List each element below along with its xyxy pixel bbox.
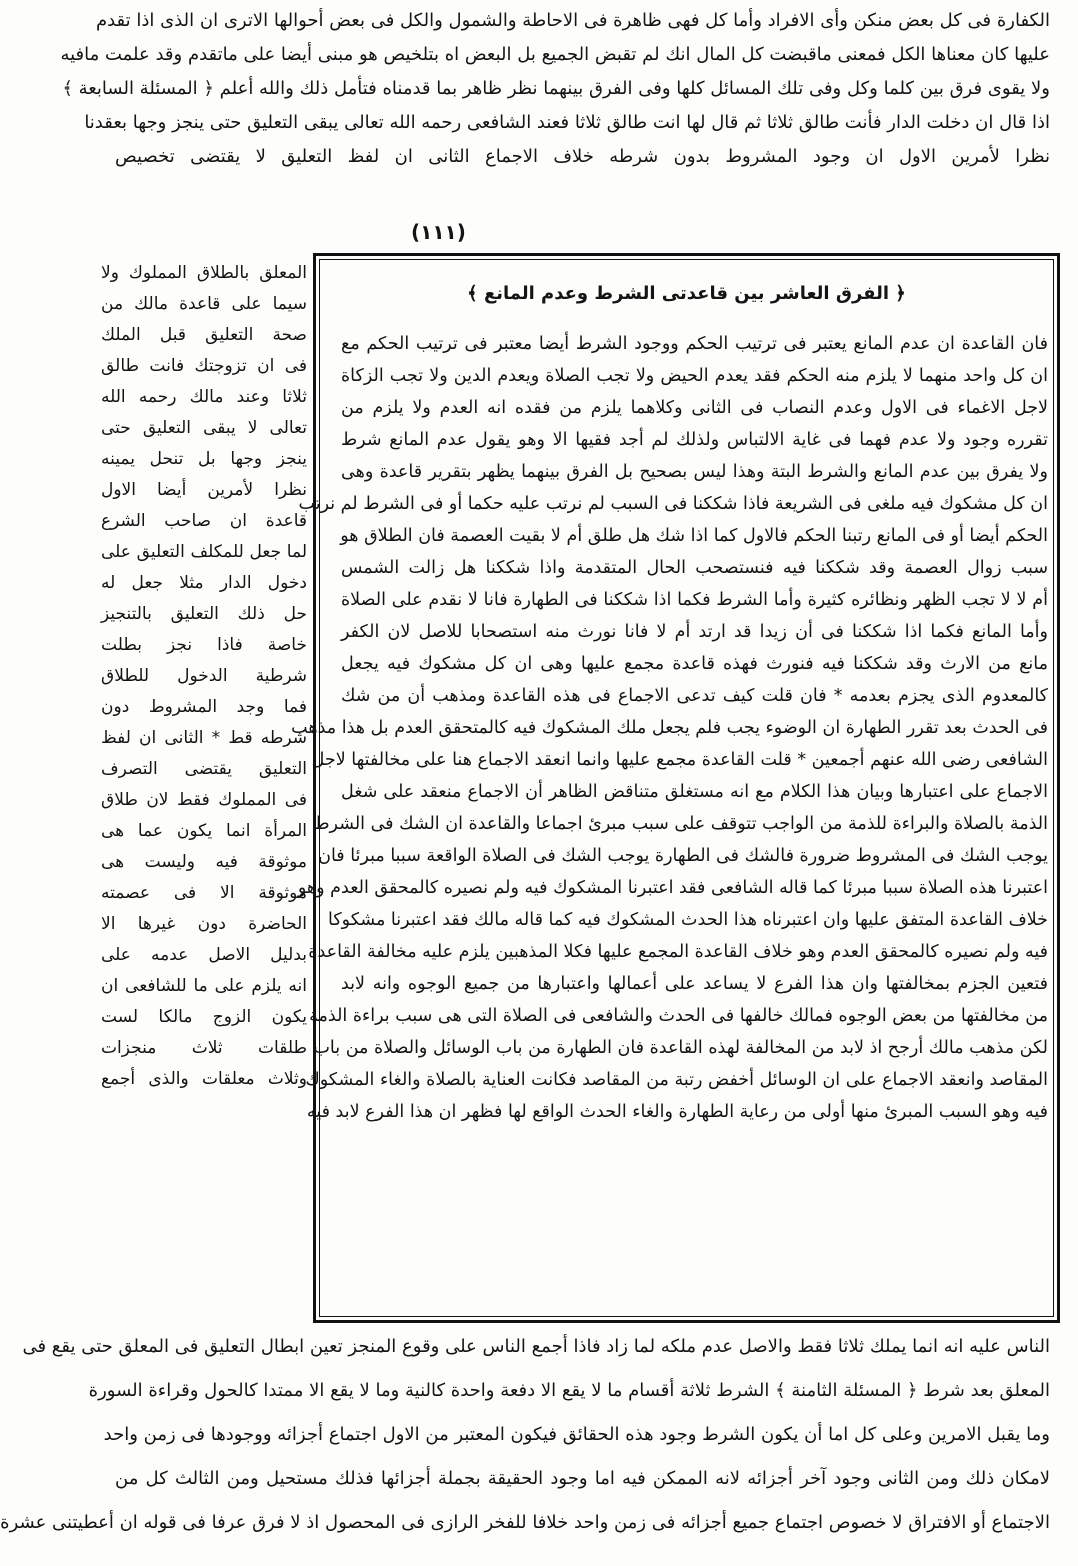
page-number: (١١١) (411, 220, 466, 244)
text-line: المعلق بالطلاق المملوك ولا (101, 263, 307, 283)
text-line: الشافعى رضى الله عنهم أجمعين * قلت القاعدة مجمع عليها وانما انعقد الاجماع هنا على مخالفتها لاجل (311, 750, 1048, 770)
text-line: وأما المانع فكما اذا شككنا فى أن زيدا قد ارتد أم لا فانا نورث منه استصحابا للاصل لان الكفر (341, 622, 1048, 642)
text-line: فى ان تزوجتك فانت طالق (101, 356, 307, 376)
text-line: ان كل واحد منهما لا يلزم منه الحكم فقد يعدم الحيض ولا تجب الصلاة ويعدم الدين ولا تجب الزكاة (341, 366, 1048, 386)
text-line: لامكان ذلك ومن الثانى وجود آخر أجزائه لانه الممكن فيه اما وجود الحقيقة بجملة أجزائها فذلك مستحيل ومن الثالث كل من (115, 1468, 1050, 1489)
text-line: صحة التعليق قبل الملك (101, 325, 307, 345)
text-line: شرطية الدخول للطلاق (101, 666, 307, 686)
section-title: ﴿ الفرق العاشر بين قاعدتى الشرط وعدم المانع ﴾ (467, 283, 906, 304)
text-line: وثلاث معلقات والذى أجمع (101, 1069, 307, 1089)
text-line: لاجل الاغماء فى الاول وعدم النصاب فى الثانى وكلاهما يلزم من فقده انه العدم ولا يلزم من (341, 398, 1048, 418)
text-line: بدليل الاصل عدمه على (101, 945, 307, 965)
text-line: لما جعل للمكلف التعليق على (101, 542, 307, 562)
text-line: من مخالفتها من بعض الوجوه فمالك خالفها فى الحدث والشافعى فى الصلاة التى هى سبب براءة الذمة (309, 1006, 1048, 1026)
text-line: فيه ولم نصيره كالمحقق العدم وهو خلاف القاعدة المجمع عليها فكلا المذهبين يلزم عليه مخالفة القاعدة (308, 942, 1048, 962)
text-line: الاجماع على اعتبارها وبيان هذا الكلام مع انه مستغلق متناقض الظاهر أن الاجماع منعقد على شغل (341, 782, 1048, 802)
text-line: دخول الدار مثلا جعل له (101, 573, 307, 593)
text-line: لكن مذهب مالك أرجح اذ لابد من المخالفة لهذه القاعدة فان الطهارة من باب الوسائل والصلاة من باب (313, 1038, 1048, 1058)
text-line: يكون الزوج مالكا لست (101, 1007, 307, 1027)
text-line: اذا قال ان دخلت الدار فأنت طالق ثلاثا ثم قال لها انت طالق ثلاثا فعند الشافعى رحمه الله تعالى يبقى التعليق حتى ينجز وجها بعقدنا (84, 112, 1050, 133)
text-line: ثلاثا وعند مالك رحمه الله (101, 387, 307, 407)
text-line: أم لا لا تجب الظهر ونظائره كثيرة وأما الشرط فكما اذا شككنا فى الطهارة فانا لا نقدم على الصلاة (341, 590, 1048, 610)
text-line: قاعدة ان صاحب الشرع (101, 511, 307, 531)
text-line: المرأة انما يكون عما هى (101, 821, 307, 841)
text-line: تقرره وجود ولا عدم فهما فى غاية الالتباس ولذلك لم أجد فقيها الا وهو يقول عدم المانع شرط (341, 430, 1048, 450)
text-line: نظرا لأمرين أيضا الاول (101, 480, 307, 500)
text-line: عليها كان معناها الكل فمعنى ماقبضت كل المال انك لم تقبض الجميع بل البعض اه بتلخيص هو مبنى أيضا على ماتقدم وقد علمت مافيه (60, 44, 1050, 65)
text-line: موثوقة فيه وليست هى (101, 852, 307, 872)
text-line: فما وجد المشروط دون (101, 697, 307, 717)
text-line: ولا يقوى فرق بين كلما وكل وفى تلك المسائل كلها وفى الفرق بينهما نظر ظاهر بما قدمناه فتأمل ذلك والله أعلم ﴿ المسئلة السابعة ﴾ (62, 78, 1050, 99)
text-line: طلقات ثلاث منجزات (101, 1038, 307, 1058)
text-line: الحاضرة دون غيرها الا (101, 914, 307, 934)
text-line: التعليق يقتضى التصرف (101, 759, 307, 779)
text-line: الناس عليه انه انما يملك ثلاثا فقط والاصل عدم ملكه لما زاد فاذا أجمع الناس على وقوع المنجز تعين ابطال التعليق فى المعلق حتى يقع فى (22, 1336, 1050, 1357)
text-line: الذمة بالصلاة والبراءة للذمة من الواجب تتوقف على سبب مبرئ اجماعا والقاعدة ان الشك فى الشرط (313, 814, 1048, 834)
text-line: نظرا لأمرين الاول ان وجود المشروط بدون شرطه خلاف الاجماع الثانى ان لفظ التعليق لا يقتضى تخصيص (115, 146, 1050, 167)
text-line: ولا يفرق بين عدم المانع والشرط البتة وهذا ليس بصحيح بل الفرق بينهما يظهر بتقرير قاعدة وهى (341, 462, 1048, 482)
text-line: مانع من الارث وقد شككنا فيه فنورث فهذه قاعدة مجمع عليها وهى ان كل مشكوك فيه يجعل (341, 654, 1048, 674)
text-line: فان القاعدة ان عدم المانع يعتبر فى ترتيب الحكم ووجود الشرط أيضا معتبر فى ترتيب الحكم مع (341, 334, 1048, 354)
text-line: وما يقبل الامرين وعلى كل اما أن يكون الشرط وجود هذه الحقائق فيكون المعتبر من الاول اجتماع أجزائه ووجودها فى زمن واحد (103, 1424, 1050, 1445)
text-line: حل ذلك التعليق بالتنجيز (101, 604, 307, 624)
text-line: فى الحدث بعد تقرر الطهارة ان الوضوء يجب فلم يجعل ملك المشكوك فيه كالمتحقق العدم بل هذا مذهب (291, 718, 1048, 738)
text-line: موثوقة الا فى عصمته (101, 883, 307, 903)
text-line: المقاصد وانعقد الاجماع على ان الوسائل أخفض رتبة من المقاصد فكانت العناية بالصلاة والغاء المشكوك (305, 1070, 1048, 1090)
text-line: المعلق بعد شرط ﴿ المسئلة الثامنة ﴾ الشرط ثلاثة أقسام ما لا يقع الا دفعة واحدة كالنية وما لا يقع الا ممتدا كالحول وقراءة السورة (88, 1380, 1050, 1401)
text-line: سيما على قاعدة مالك من (101, 294, 307, 314)
text-line: ان كل مشكوك فيه ملغى فى الشريعة فاذا شككنا فى السبب لم نرتب عليه حكما أو فى الشرط لم نرتب (298, 494, 1048, 514)
text-line: خلاف القاعدة المتفق عليها وان اعتبرناه هذا الحدث المشكوك فيه كما قاله مالك فقد اعتبرنا مشكوكا (328, 910, 1048, 930)
text-line: اعتبرنا هذه الصلاة سببا مبرئا كما قاله الشافعى فقد اعتبرنا المشكوك فيه ولم نصيره كالمحقق العدم وهو (297, 878, 1048, 898)
text-line: ينجز وجها بل تنحل يمينه (101, 449, 307, 469)
text-line: تعالى لا يبقى التعليق حتى (101, 418, 307, 438)
text-line: انه يلزم على ما للشافعى ان (101, 976, 307, 996)
text-line: يوجب الشك فى المشروط ضرورة فالشك فى الطهارة يوجب الشك فى الصلاة الواقعة سببا مبرئا فان (318, 846, 1048, 866)
text-line: شرطه قط * الثانى ان لفظ (101, 728, 307, 748)
text-line: كالمعدوم الذى يجزم بعدمه * فان قلت كيف تدعى الاجماع فى هذه القاعدة ومذهب أن من شك (341, 686, 1048, 706)
text-line: فتعين الجزم بمخالفتها وان هذا الفرع لا يساعد على أعمالها واعتبارها من جميع الوجوه وانه لابد (341, 974, 1048, 994)
text-line: فى المملوك فقط لان طلاق (101, 790, 307, 810)
text-line: فيه وهو السبب المبرئ منها أولى من رعاية الطهارة والغاء الحدث الواقع لها فظهر ان هذا الفرع لابد فيه (306, 1102, 1048, 1122)
text-line: سبب زوال العصمة وقد شككنا فيه فنستصحب الحال المتقدمة واذا شككنا هل زالت الشمس (341, 558, 1048, 578)
text-line: الكفارة فى كل بعض منكن وأى الافراد وأما كل فهى ظاهرة فى الاحاطة والشمول والكل فى بعض أحوالها الاترى ان الذى اذا تقدم (95, 10, 1050, 31)
text-line: الاجتماع أو الافتراق لا خصوص اجتماع جميع أجزائه فى زمن واحد خلافا للفخر الرازى فى المحصول اذ لا فرق عرفا فى قوله ان أعطيتنى عشرة (0, 1512, 1050, 1533)
text-line: خاصة فاذا نجز بطلت (101, 635, 307, 655)
text-line: الحكم أيضا أو فى المانع رتبنا الحكم فالاول كما اذا شك هل طلق أم لا بقيت العصمة فان الطلاق هو (340, 526, 1048, 546)
